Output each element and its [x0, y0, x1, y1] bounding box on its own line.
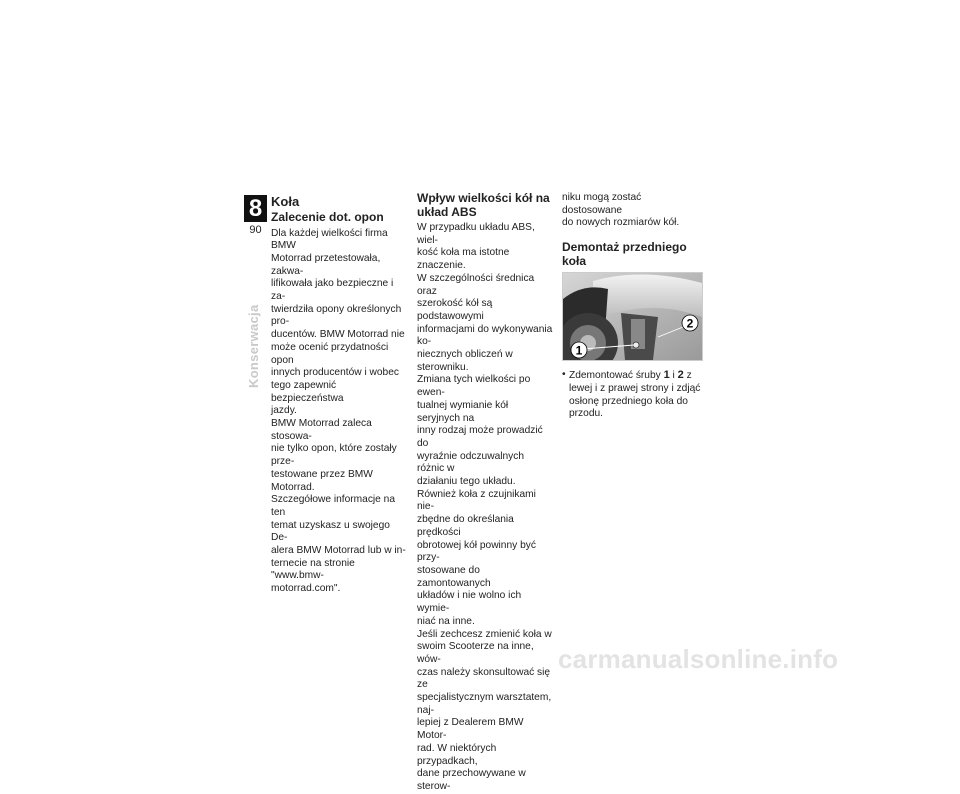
callout-2: 2 — [686, 316, 694, 331]
front-wheel-removal-heading: Demontaż przedniego koła — [562, 240, 687, 268]
bullet-icon: • — [562, 369, 566, 381]
column-1 — [271, 192, 407, 596]
tire-recommendation-heading: Zalecenie dot. opon — [271, 210, 384, 224]
chapter-side-label: Konserwacja — [246, 304, 261, 388]
callout-1: 1 — [575, 343, 583, 358]
tire-recommendation-text: Dla każdej wielkości firma BMW Motorrad przetestowała, zakwa- lifikowała jako bezpieczne i za- twierdziła opony określonych pro- ducentów. BMW Motorrad nie może ocenić przydatności opon innych producentów i wobec tego zapewnić bezpieczeństwa jazdy. BMW Motorrad zaleca stosowa- nie tylko opon, które zostały prze- testowane przez BMW Motorrad. Szczegółowe informacje na ten temat uzyskasz u swojego De- alera BMW Motorrad lub w in- ternecie na stronie "www.bmw- motorrad.com". — [271, 227, 406, 595]
abs-wheel-size-text: W przypadku układu ABS, wiel- kość koła ma istotne znaczenie. W szczególności średnica oraz szerokość kół są podstawowymi informacjami do wykonywania ko- niecznych obliczeń w sterowniku. Zmiana tych wielkości po ewen- tualnej wymianie kół seryjnych na inny rodzaj może prowadzić do wyraźnie odczuwalnych różnic w działaniu tego układu. Również koła z czujnikami nie- zbędne do określania prędkości obrotowej kół powinny być przy- stosowane do zamontowanych układów i nie wolno ich wymie- niać na inne. Jeśli zechcesz zmienić koła w swoim Scooterze na inne, wów- czas należy skonsultować się ze specjalistycznym warsztatem, naj- lepiej z Dealerem BMW Motor- rad. W niektórych przypadkach, dane przechowywane w sterow- — [417, 222, 553, 792]
watermark: carmanualsonline.info — [558, 644, 839, 674]
step-text-mid: i — [669, 370, 678, 382]
step-text-part-1: Zdemontować śruby — [569, 370, 664, 382]
removal-step — [562, 369, 704, 421]
front-wheel-illustration — [563, 273, 702, 360]
column-2 — [417, 192, 553, 794]
screw-ref-2: 2 — [677, 369, 684, 382]
removal-step-text — [569, 369, 704, 421]
abs-text-continued: niku mogą zostać dostosowane do nowych rozmiarów kół. — [562, 192, 680, 229]
screw-ref-1: 1 — [663, 369, 670, 382]
chapter-number: 8 — [244, 195, 267, 222]
column-3 — [562, 192, 704, 421]
abs-wheel-size-heading: Wpływ wielkości kół na układ ABS — [417, 191, 550, 219]
page-number: 90 — [249, 224, 262, 236]
step-text-part-2: z lewej i z prawej strony i zdjąć osłonę przedniego koła do przodu. — [569, 370, 701, 420]
front-wheel-photo — [562, 272, 703, 361]
section-title: Koła — [271, 194, 300, 209]
